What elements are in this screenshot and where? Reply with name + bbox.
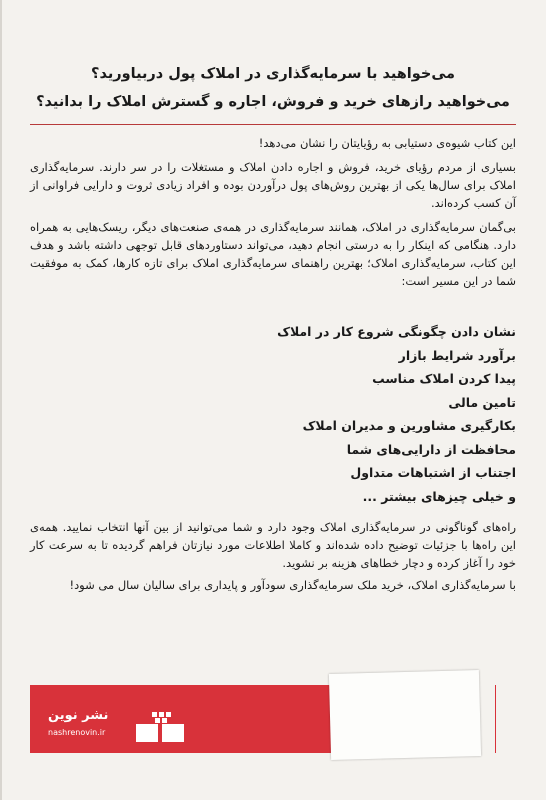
list-item: بکارگیری مشاورین و مدیران املاک — [302, 418, 516, 433]
intro-paragraph-3: بی‌گمان سرمایه‌گذاری در املاک، همانند سرمایه‌گذاری در همه‌ی صنعت‌های دیگر، ریسک‌هایی به همراه دارد. هنگامی که اینکار را به درستی انجام دهید، می‌تواند دستاوردهای قابل توجهی داشته باشد و هدف این کتاب، سرمایه‌گذاری املاک؛ بهترین راهنمای سرمایه‌گذاری املاک برای تازه کارها، کمک به موفقیت شما در این مسیر است: — [30, 220, 516, 288]
intro-paragraph-2: بسیاری از مردم رؤیای خرید، فروش و اجاره دادن املاک و مستغلات را در سر دارند. سرمایه‌گذاری املاک برای سال‌ها یکی از بهترین روش‌های پول درآوردن بوده و افراد زیادی ثروت و دارایی فراوانی از آن کسب کرده‌اند. — [30, 160, 516, 210]
book-pixel-logo-icon — [132, 710, 194, 744]
headline-line-2: می‌خواهید رازهای خرید و فروش، اجاره و گسترش املاک را بدانید؟ — [36, 94, 510, 110]
list-item: برآورد شرایط بازار — [398, 347, 516, 363]
intro-text — [30, 134, 516, 296]
list-item: نشان دادن چگونگی شروع کار در املاک — [277, 324, 516, 339]
intro-paragraph-1: این کتاب شیوه‌ی دستیابی به رؤیایتان را نشان می‌دهد! — [258, 136, 516, 150]
list-item: تامین مالی — [448, 394, 516, 410]
feature-list — [30, 320, 516, 508]
list-item: و خیلی چیزهای بیشتر ... — [362, 488, 516, 504]
publisher-name: نشر نوین — [48, 708, 109, 723]
publisher-url: nashrenovin.ir — [48, 728, 106, 737]
closing-text — [30, 518, 516, 598]
price-sticker — [329, 670, 481, 760]
closing-paragraph-1: راه‌های گوناگونی در سرمایه‌گذاری املاک وجود دارد و شما می‌توانید از بین آنها انتخاب نمایید. همه‌ی این راه‌ها با جزئیات توضیح داده شده‌اند و کاملا اطلاعات مورد نیازتان فراهم گردیده تا به سرعت کار خود را آغاز کرده و دچار خطاهای هزینه بر نشوید. — [30, 520, 516, 570]
list-item: پیدا کردن املاک مناسب — [372, 371, 516, 386]
closing-paragraph-2: با سرمایه‌گذاری املاک، خرید ملک سرمایه‌گذاری سودآور و پایداری برای سالیان سال می شود! — [69, 578, 516, 592]
list-item: اجتناب از اشتباهات متداول — [350, 465, 516, 480]
red-divider — [30, 124, 516, 125]
headline-line-1: می‌خواهید با سرمایه‌گذاری در املاک پول دربیاورید؟ — [91, 66, 455, 82]
list-item: محافظت از دارایی‌های شما — [346, 441, 516, 457]
headline — [30, 64, 516, 120]
